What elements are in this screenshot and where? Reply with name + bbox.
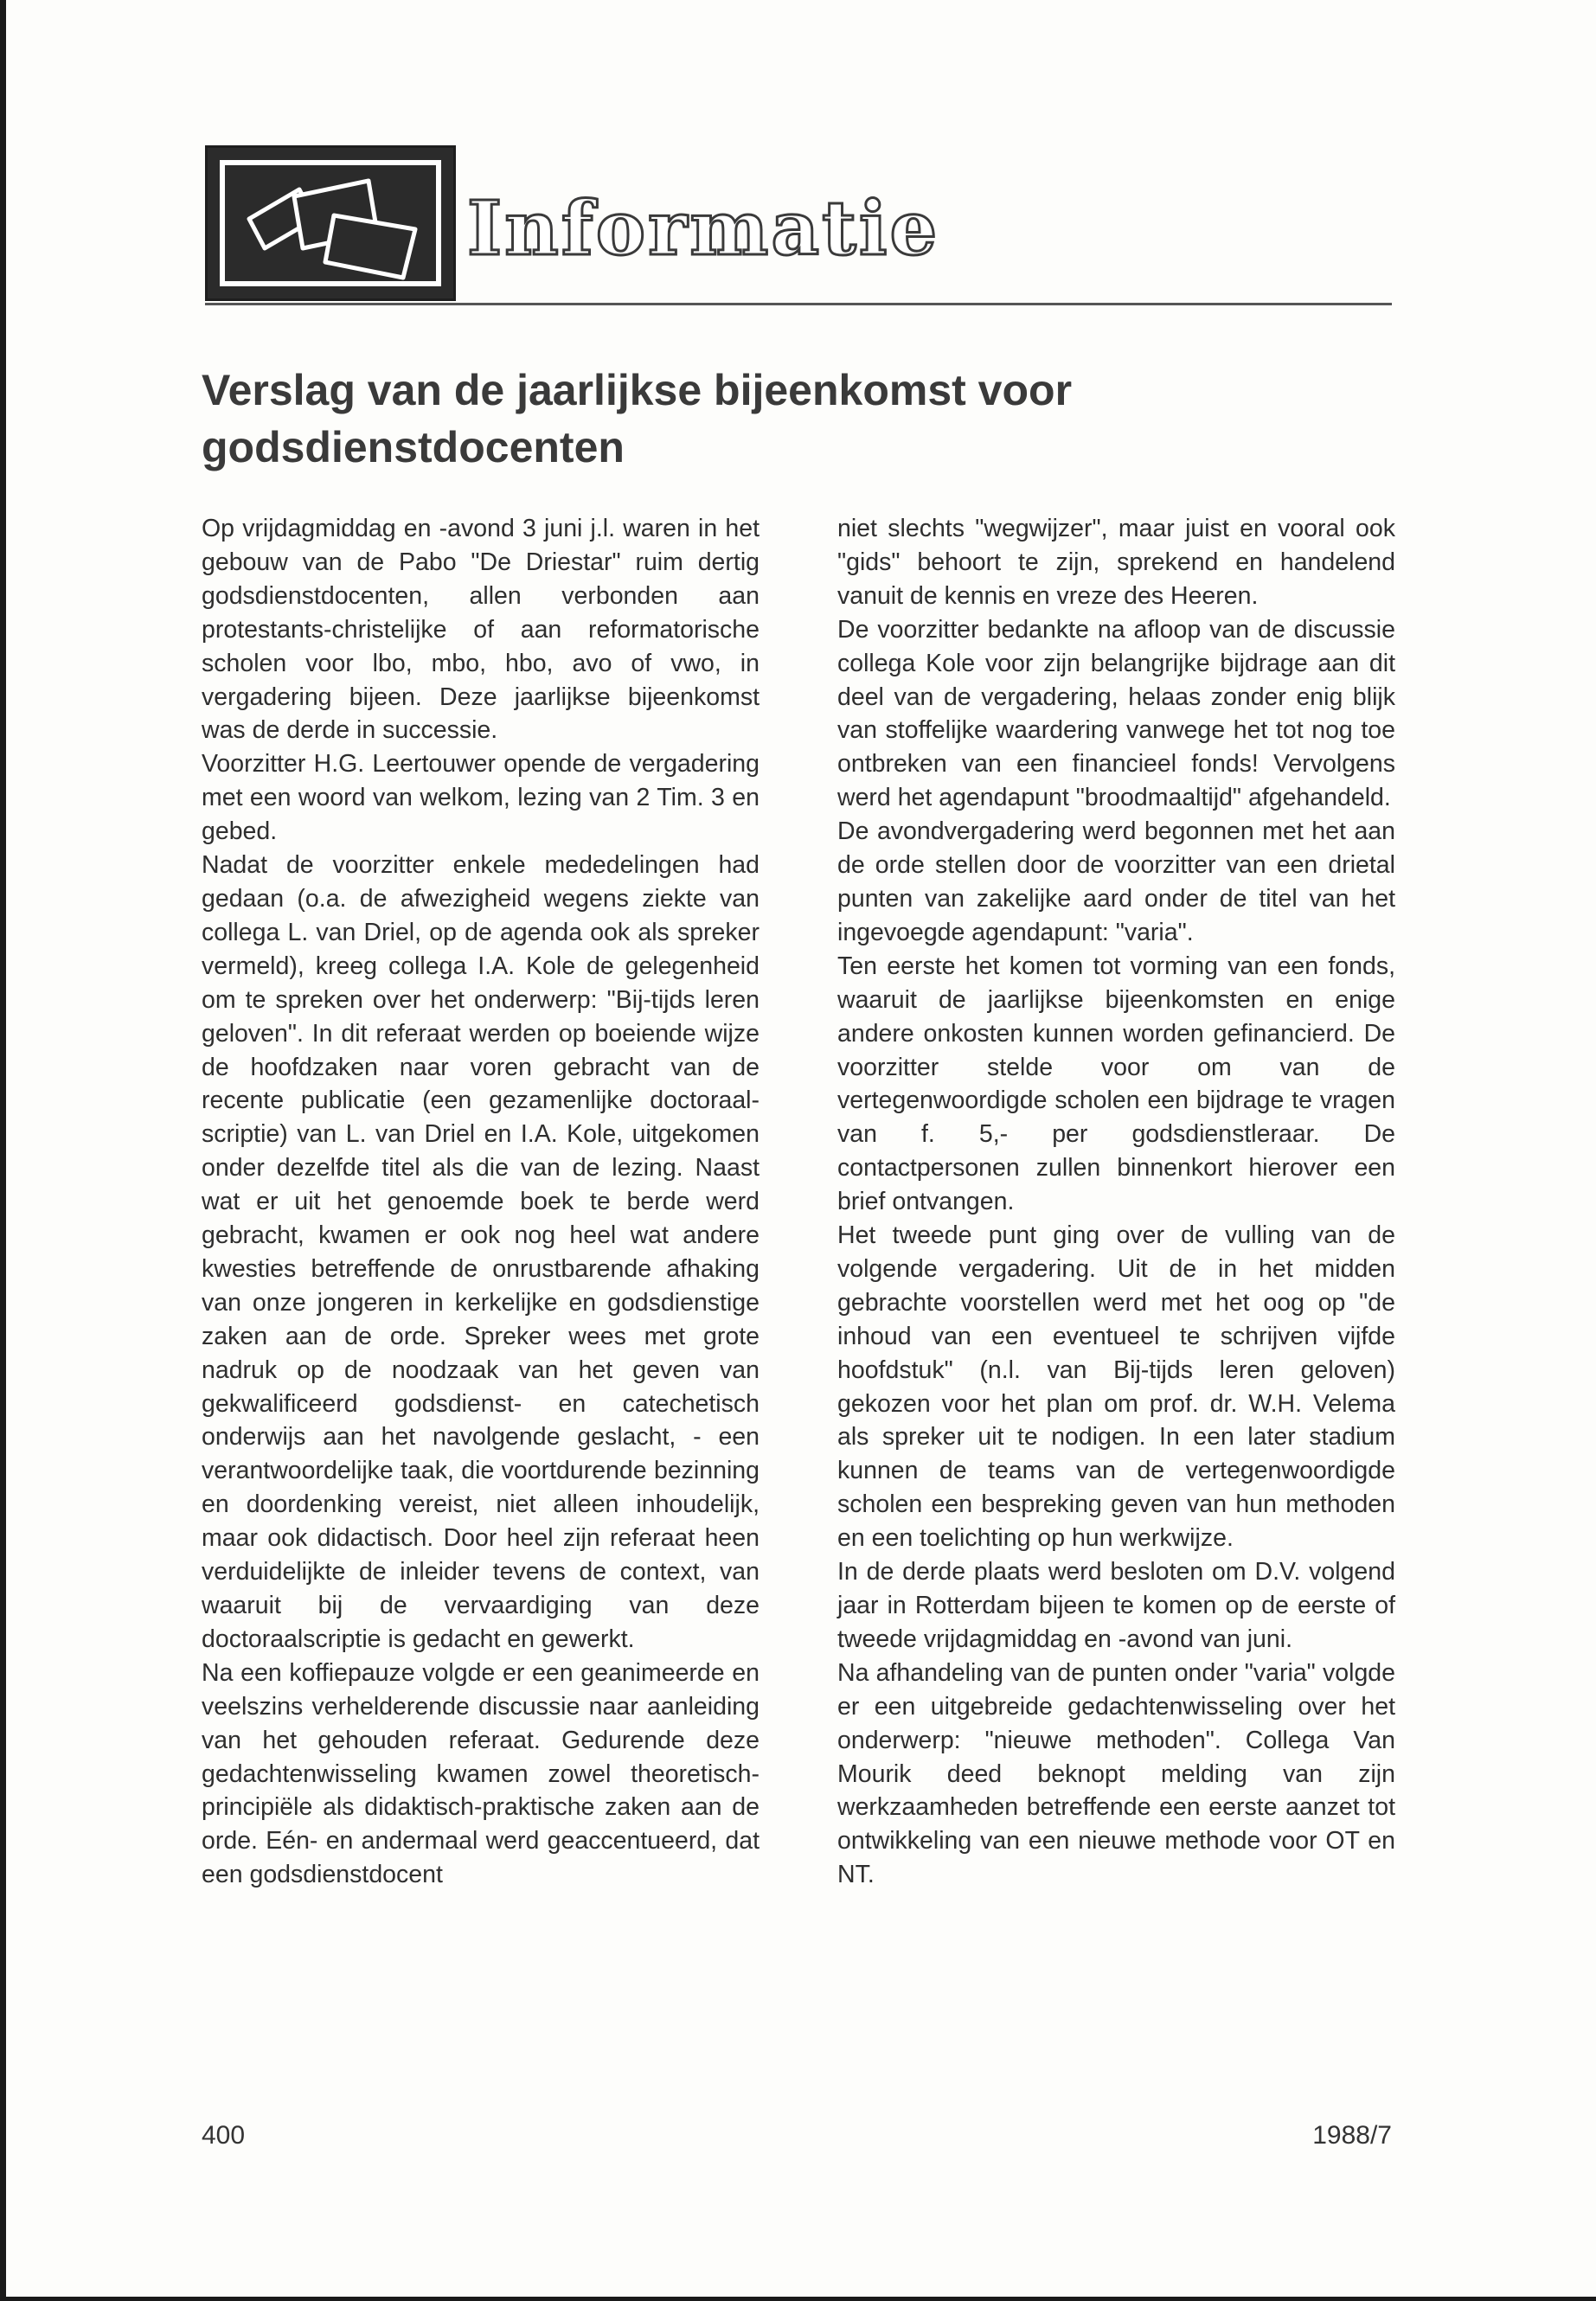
stacked-cards-icon <box>205 145 456 301</box>
paragraph: In de derde plaats werd besloten om D.V. volgend jaar in Rotterdam bijeen te komen op de eerste of tweede vrijdagmiddag en -avond van juni. <box>837 1558 1395 1653</box>
paragraph: Voorzitter H.G. Leertouwer opende de vergadering met een woord van welkom, lezing van 2 Tim. 3 en gebed. <box>202 750 760 846</box>
paragraph: niet slechts "wegwijzer", maar juist en vooral ook "gids" behoort te zijn, sprekend en handelend vanuit de kennis en vreze des Heeren. <box>837 515 1395 610</box>
page-number: 400 <box>202 2121 246 2150</box>
section-title: Informatie <box>467 185 940 272</box>
paragraph: De voorzitter bedankte na afloop van de discussie collega Kole voor zijn belangrijke bijdrage aan dit deel van de vergadering, helaas zonder enig blijk van stoffelijke waardering vanwege het tot nog toe ontbreken van een financieel fonds! Vervolgens werd het agendapunt "broodmaaltijd" afgehandeld. <box>837 615 1395 812</box>
paragraph: Nadat de voorzitter enkele mededelingen had gedaan (o.a. de afwezigheid wegens ziekte van collega L. van Driel, op de agenda ook als spreker vermeld), kreeg collega I.A. Kole de gelegenheid om te spreken over het onderwerp: "Bij-tijds leren geloven". In dit referaat werden op boeiende wijze de hoofdzaken naar voren gebracht van de recente publicatie (een gezamenlijke doctoraal-scriptie) van L. van Driel en I.A. Kole, uitgekomen onder dezelfde titel als die van de lezing. Naast wat er uit het genoemde boek te berde werd gebracht, kwamen er ook nog heel wat andere kwesties betreffende de onrustbarende afhaking van onze jongeren in kerkelijke en godsdienstige zaken aan de orde. Spreker wees met grote nadruk op de noodzaak van het geven van gekwalificeerd godsdienst- en catechetisch onderwijs aan het navolgende geslacht, - een verantwoordelijke taak, die voortdurende bezinning en doordenking vereist, niet alleen inhoudelijk, maar ook didactisch. Door heel zijn referaat heen verduidelijkte de inleider tevens de context, van waaruit bij de vervaardiging van deze doctoraalscriptie is gedacht en gewerkt. <box>202 851 760 1653</box>
right-column <box>837 512 1395 1892</box>
article-title: Verslag van de jaarlijkse bijeenkomst voor godsdienstdocenten <box>202 366 1073 471</box>
paragraph: Op vrijdagmiddag en -avond 3 juni j.l. waren in het gebouw van de Pabo "De Driestar" ruim dertig godsdienstdocenten, allen verbonden aan protestants-christelijke of aan reformatorische scholen voor lbo, mbo, hbo, avo of vwo, in vergadering bijeen. Deze jaarlijkse bijeenkomst was de derde in successie. <box>202 515 760 745</box>
paragraph: Na een koffiepauze volgde er een geanimeerde en veelszins verhelderende discussie naar aanleiding van het gehouden referaat. Gedurende deze gedachtenwisseling kwamen zowel theoretisch-principiële als didaktisch-praktische zaken aan de orde. Eén- en andermaal werd geaccentueerd, dat een godsdienstdocent <box>202 1658 760 1889</box>
scan-edge-left <box>0 0 6 2301</box>
paragraph: Na afhandeling van de punten onder "varia" volgde er een uitgebreide gedachtenwisseling over het onderwerp: "nieuwe methoden". Collega Van Mourik deed beknopt melding van zijn werkzaamheden betreffende een eerste aanzet tot ontwikkeling van een nieuwe methode voor OT en NT. <box>837 1658 1395 1889</box>
paragraph: Ten eerste het komen tot vorming van een fonds, waaruit de jaarlijkse bijeenkomsten en enige andere onkosten kunnen worden gefinancierd. De voorzitter stelde voor om van de vertegenwoordigde scholen een bijdrage te vragen van f. 5,- per godsdienstleraar. De contactpersonen zullen binnenkort hierover een brief ontvangen. <box>837 952 1395 1216</box>
scan-edge-bottom <box>0 2297 1596 2301</box>
header-divider <box>205 303 1392 305</box>
left-column <box>202 512 760 1892</box>
paragraph: Het tweede punt ging over de vulling van de volgende vergadering. Uit de in het midden gebrachte voorstellen werd met het oog op "de inhoud van een eventueel te schrijven vijfde hoofdstuk" (n.l. van Bij-tijds leren geloven) gekozen voor het plan om prof. dr. W.H. Velema als spreker uit te nodigen. In een later stadium kunnen de teams van de vertegenwoordigde scholen een bespreking geven van hun methoden en een toelichting op hun werkwijze. <box>837 1221 1395 1553</box>
paragraph: De avondvergadering werd begonnen met het aan de orde stellen door de voorzitter van een drietal punten van zakelijke aard onder de titel van het ingevoegde agendapunt: "varia". <box>837 817 1395 946</box>
issue-number: 1988/7 <box>1312 2121 1392 2150</box>
